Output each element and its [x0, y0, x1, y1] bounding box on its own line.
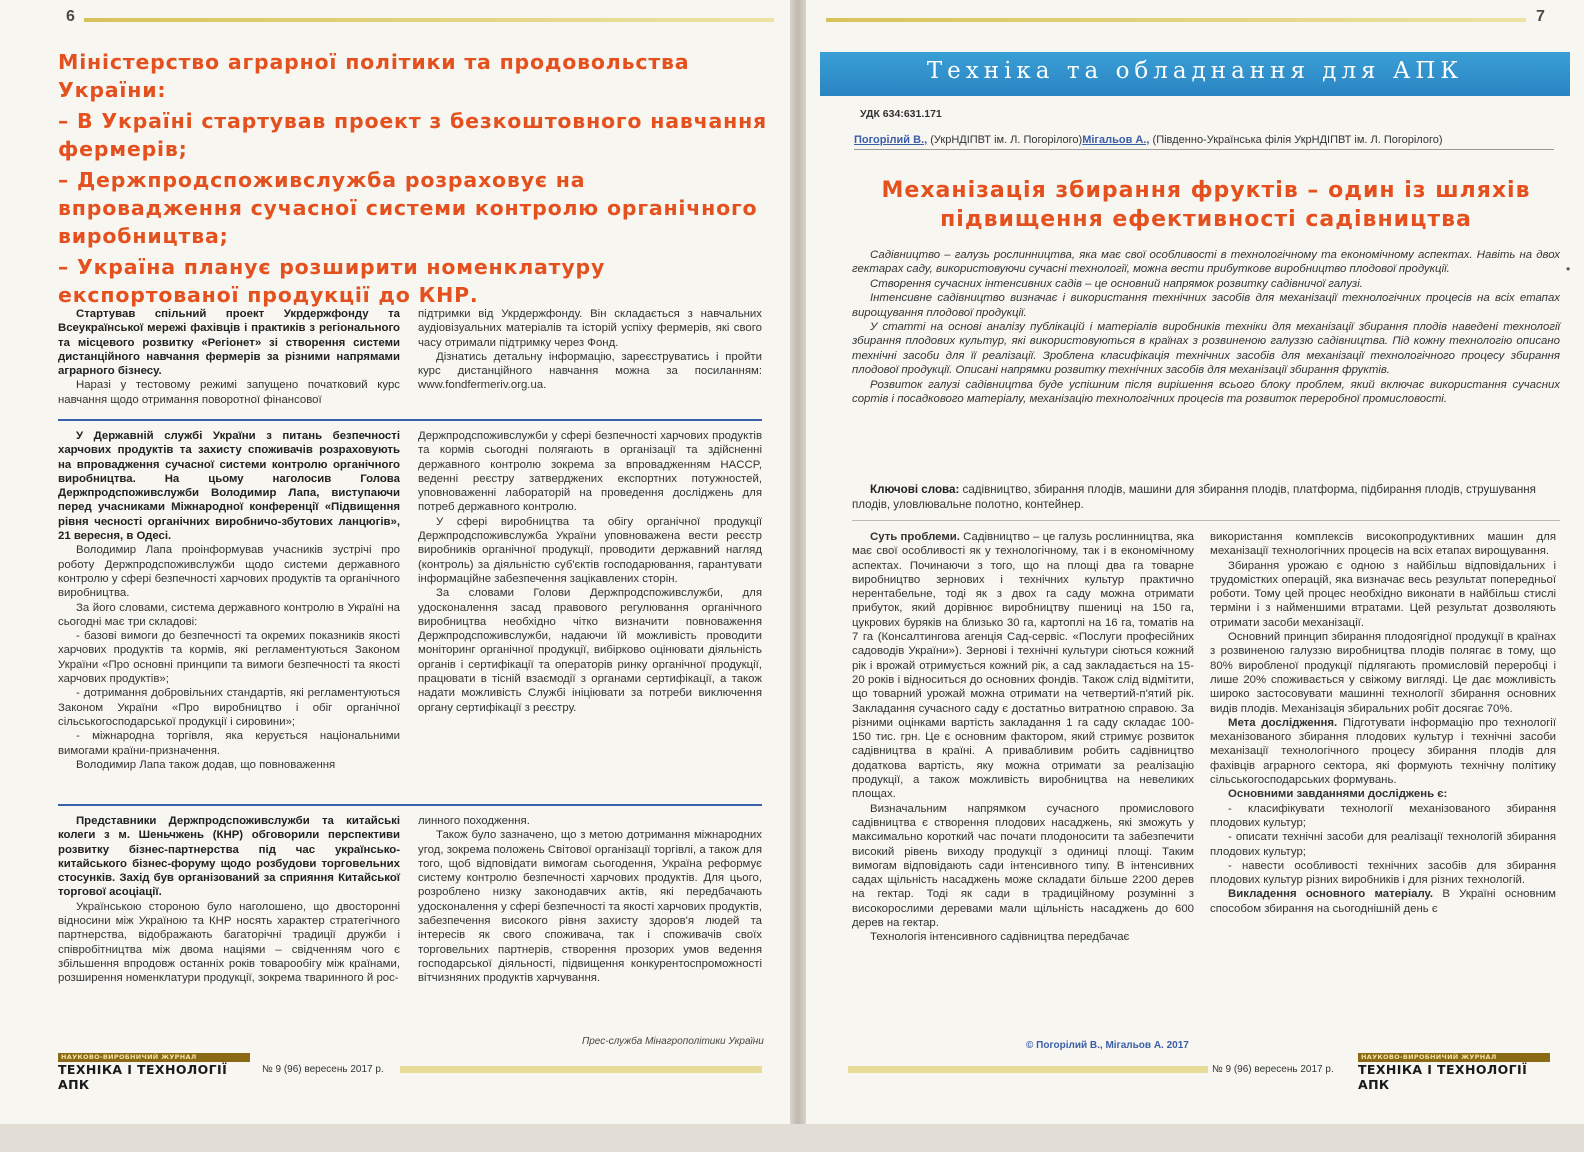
- news1-paragraph: Наразі у тестовому режимі запущено початковий курс навчання щодо отримання поворотної фінансової: [58, 379, 400, 406]
- headline: [58, 48, 768, 312]
- page-number: 6: [66, 8, 75, 25]
- news3-paragraph: Українською стороною було наголошено, що двосторонні відносини між Україною та КНР носять характер стратегічного партнерства, відображають багаторічні традиції дружби і співробітництва між двома націями – свідченням чого є збільшення впродовж останніх років товарообігу між країнами, розширення номенклатури продукції, зокрема тваринного й рос-: [58, 900, 400, 985]
- copyright-note: © Погорілий В., Мігальов А. 2017: [1026, 1040, 1189, 1051]
- article-paragraph: [1210, 559, 1556, 630]
- news2-list-item: - базові вимоги до безпечності та окремих показників якості харчових продуктів та кормів, які регламентуються Законом України «Про основні принципи та вимоги безпечності та якості харчових продуктів»;: [58, 630, 400, 686]
- article-paragraph: [852, 530, 1194, 802]
- news2-paragraph: Володимир Лапа також додав, що повноваження: [76, 758, 336, 771]
- news2-paragraph: Володимир Лапа проінформував учасників зустрічі про роботу Держпродспоживслужби щодо системи державного контролю у сфері безпечності харчових продуктів та органічного виробництва.: [58, 544, 400, 600]
- abstract-paragraph: У статті на основі аналізу публікацій і матеріалів виробників техніки для механізації збирання плодів наведені технології збирання плодових культур, які використовуються в країнах з розвиненою галуззю садівництва. Під кожну технологію описано технічні засоби для її реалізації. Зроблена класифікація технічних засобів для механізації технологічного процесу збирання плодової продукції. Описані напрямки розвитку технічних засобів для механізації збирання фруктів.: [852, 321, 1560, 377]
- news3-paragraph: Також було зазначено, що з метою дотримання міжнародних угод, зокрема положень Світової організації торгівлі, а також для того, щоб відповідати вимогам сьогодення, Україна реформує систему контролю безпечності харчових продуктів. Для цього, розроблено низку законодавчих актів, які передбачають удосконалення у сфері безпечності та якості харчових продуктів, забезпечення високого рівня захисту здоров'я людей та інтересів як свого споживача, так і споживачів своїх торговельних партнерів, створення прозорих умов ведення господарської діяльності, підвищення конкурентоспроможності вітчизняних продуктів харчування.: [418, 829, 762, 985]
- journal-brand-subtitle: НАУКОВО-ВИРОБНИЧИЙ ЖУРНАЛ: [58, 1053, 250, 1062]
- paragraph-text: - описати технічні засоби для реалізації технологій збирання плодових культур;: [1210, 831, 1556, 858]
- article-title: [846, 176, 1566, 234]
- news2-paragraph: У сфері виробництва та обігу органічної продукції Держпродспоживслужба України уповноважена вести реєстр виробників органічної продукції, проводити державний нагляд (контроль) за діяльністю суб'єктів господарювання, гарантувати інформаційне забезпечення зацікавлених сторін.: [418, 515, 762, 585]
- news1-lead: Стартував спільний проект Укрдержфонду та Всеукраїнської мережі фахівців і практиків з регіонального та місцевого розвитку «Регіонет» зі створення системи дистанційного навчання фермерів за різними напрямами аграрного бізнесу.: [58, 308, 400, 378]
- paragraph-text: В Україні основним способом збирання на сьогоднішній день є: [1210, 888, 1556, 915]
- abstract-paragraph: Садівництво – галузь рослинництва, яка має свої особливості в технологічному та економічному аспектах. Навіть на двох гектарах саду, використовуючи сучасні технології, можна вести прибуткове виробництво плодової продукції.: [852, 249, 1560, 276]
- article-paragraph: [852, 930, 1194, 944]
- keywords-divider: [852, 520, 1560, 521]
- news1-col-left: [58, 307, 400, 407]
- paragraph-text: Технологія інтенсивного садівництва передбачає: [870, 931, 1130, 944]
- issue-info: № 9 (96) вересень 2017 р.: [262, 1064, 384, 1075]
- headline-line: Міністерство аграрної політики та продовольства України:: [58, 50, 690, 102]
- author-name: Мігальов А.,: [1082, 134, 1150, 146]
- footer-rule: [848, 1066, 1208, 1073]
- issue-info: № 9 (96) вересень 2017 р.: [1212, 1064, 1334, 1075]
- right-page: [806, 0, 1584, 1124]
- article-col-right: [1210, 530, 1556, 916]
- article-title-line: Механізація збирання фруктів – один із шляхів: [881, 178, 1531, 203]
- paragraph-text: Основний принцип збирання плодоягідної продукції в країнах з розвиненою галуззю виробництва плодів полягає в тому, що 80% виробленої продукції підлягають промисловій переробці і лише 20% споживається у свіжому вигляді. Це дає можливість широко застосовувати машинні технології збирання основних видів плодів. Механізація збиральних робіт досягає 70%.: [1210, 631, 1556, 715]
- authors-line: [854, 134, 1554, 150]
- udc-code: УДК 634:631.171: [860, 108, 942, 120]
- paragraph-text: - навести особливості технічних засобів для збирання плодових культур різних виробників і для різних технологій.: [1210, 859, 1556, 887]
- article-title-line: підвищення ефективності садівництва: [940, 207, 1472, 232]
- author-affiliation: (УкрНДІПВТ ім. Л. Погорілого): [927, 134, 1083, 146]
- paragraph-text: Визначальним напрямком сучасного промислового садівництва є створення плодових насаджень, які зможуть у максимально короткий час почати плодоносити та забезпечити високий рівень виходу продукції з одиниці площі. Таким вимогам відповідають сади інтенсивного типу. В інтенсивних садах щільність насаджень може складати більше 2200 дерев на гектар. Тоді як сади в традиційному розумінні з високорослими деревами мали щільність насаджень до 600 дерев на гектар.: [852, 802, 1194, 930]
- news1-col-right: [418, 307, 762, 393]
- abstract: [852, 248, 1560, 406]
- journal-brand-subtitle: НАУКОВО-ВИРОБНИЧИЙ ЖУРНАЛ: [1358, 1053, 1550, 1062]
- journal-brand: [1358, 1053, 1550, 1092]
- journal-brand-title: ТЕХНІКА І ТЕХНОЛОГІЇ АПК: [58, 1062, 228, 1092]
- abstract-paragraph: Створення сучасних інтенсивних садів – це основний напрямок розвитку садівничої галузі.: [870, 277, 1363, 290]
- left-page: [0, 0, 790, 1124]
- news3-lead: Представники Держпродспоживслужби та китайські колеги з м. Шеньчжень (КНР) обговорили перспективи розвитку бізнес-партнерства під час українсько-китайського бізнес-форуму щодо розбудови торговельних стосунків. Захід був організований за сприяння Китайської торгової асоціації.: [58, 815, 400, 899]
- keywords-list: садівництво, збирання плодів, машини для збирання плодів, платформа, підбирання плодів, струшування плодів, уловлювальне полотно, контейнер.: [852, 483, 1536, 511]
- paragraph-lead: Суть проблеми.: [870, 531, 960, 543]
- paragraph-text: Підготувати інформацію про технології механізованого збирання плодових культур і технічні засоби механізації технологічного процесу збирання плодів для фахівців аграрного сектора, які формують технічну політику сільськогосподарських формувань.: [1210, 716, 1557, 787]
- header-rule: [826, 18, 1526, 22]
- keywords-label: Ключові слова:: [870, 483, 960, 496]
- section-divider: [58, 419, 762, 421]
- article-paragraph: [1210, 887, 1556, 916]
- paragraph-lead: Мета дослідження.: [1228, 716, 1338, 729]
- article-paragraph: [1210, 530, 1556, 559]
- paragraph-lead: Викладення основного матеріалу.: [1228, 888, 1434, 901]
- author-name: Погорілий В.,: [854, 134, 928, 146]
- journal-brand: [58, 1053, 250, 1092]
- scan-background: [0, 1124, 1584, 1152]
- paragraph-text: Збирання урожаю є одною з найбільш відповідальних і трудомістких операцій, яка визначає весь результат попередньої роботи. Тому цей процес необхідно виконати в найбільш стислі терміни і з найменшими втратами. Цей результат дозволяють отримати засоби механізації.: [1210, 559, 1556, 629]
- margin-mark: •: [1566, 262, 1571, 276]
- article-paragraph: [1210, 630, 1556, 716]
- footer-rule: [400, 1066, 762, 1073]
- news3-paragraph: линного походження.: [418, 815, 530, 827]
- section-banner-title: Техніка та обладнання для АПК: [926, 58, 1464, 84]
- section-divider: [58, 804, 762, 806]
- article-list-item: [1210, 830, 1556, 859]
- news1-paragraph: підтримки від Укрдержфонду. Він складається з навчальних аудіовізуальних матеріалів та історій успіху фермерів, які свого часу отримали підтримку через Фонд.: [418, 308, 762, 349]
- news2-col-right: [418, 429, 762, 715]
- news2-col-left: [58, 429, 400, 772]
- abstract-paragraph: Інтенсивне садівництво визначає і використання технічних засобів для механізації технологічних процесів на всіх етапах вирощування плодової продукції.: [852, 292, 1560, 319]
- paragraph-text: - класифікувати технології механізованого збирання плодових культур;: [1210, 802, 1556, 829]
- news2-paragraph: Держпродспоживслужби у сфері безпечності харчових продуктів та кормів сьогодні полягають в організації та здійсненні державного контролю зокрема за впровадженням HACCP, веденні реєстру затверджених експортних потужностей, уповноваженні лабораторій на проведення досліджень для потреб державного контролю.: [418, 430, 762, 514]
- article-paragraph: [852, 802, 1194, 931]
- article-paragraph: [1210, 716, 1556, 787]
- press-credit: Прес-служба Мінагрополітики України: [582, 1036, 764, 1047]
- spine-gutter: [790, 0, 806, 1124]
- news2-paragraph: За його словами, система державного контролю в Україні на сьогодні має три складові:: [58, 601, 400, 628]
- headline-line: – Держпродспоживслужба розраховує на впровадження сучасної системи контролю органічного виробництва;: [58, 168, 758, 248]
- page-number: 7: [1536, 8, 1545, 25]
- news2-list-item: - міжнародна торгівля, яка керується національними вимогами країни-призначення.: [58, 730, 400, 757]
- article-paragraph: [1210, 787, 1556, 801]
- headline-line: – В Україні стартував проект з безкоштовного навчання фермерів;: [58, 109, 768, 161]
- paragraph-text: використання комплексів високопродуктивних машин для механізації технологічних процесів на всіх етапах вирощування.: [1210, 531, 1556, 558]
- news2-lead: У Державній службі України з питань безпечності харчових продуктів та захисту споживачів розраховують на впровадження сучасної системи контролю органічного виробництва. На цьому наголосив Голова Держпродспоживслужби Володимир Лапа, виступаючи перед учасниками Міжнародної конференції «Підвищення рівня чесності органічних виробничо-збутових ланцюгів», 21 вересня, в Одесі.: [58, 430, 400, 543]
- author-affiliation: (Південно-Українська філія УкрНДІПВТ ім. Л. Погорілого): [1149, 134, 1443, 146]
- article-list-item: [1210, 802, 1556, 831]
- news3-col-left: [58, 814, 400, 986]
- news2-list-item: - дотримання добровільних стандартів, які регламентуються Законом України «Про виробництво і обіг органічної сільськогосподарської продукції і сировини»;: [58, 687, 400, 728]
- section-banner: [820, 52, 1570, 96]
- keywords: [852, 483, 1560, 512]
- paragraph-lead: Основними завданнями досліджень є:: [1228, 788, 1448, 801]
- headline-line: – Україна планує розширити номенклатуру експортованої продукції до КНР.: [58, 255, 606, 307]
- news1-paragraph: Дізнатись детальну інформацію, зареєструватись і пройти курс дистанційного навчання можна за посиланням: www.fondfermeriv.org.ua.: [418, 350, 762, 392]
- news2-paragraph: За словами Голови Держпродспоживслужби, для удосконалення засад правового регулювання органічного виробництва необхідно чітко визначити повноваження Держпродспоживслужби, надаючи їй можливість проводити моніторинг органічної продукції, вибірково оцінювати діяльність органів і сертифікації та операторів ринку органічної продукції, працювати в тісній взаємодії з органами сертифікації, а також надати можливість Службі ініціювати за потреби виключення органу сертифікації з реєстру.: [418, 587, 762, 714]
- header-rule: [84, 18, 774, 22]
- abstract-paragraph: Розвиток галузі садівництва буде успішним після вирішення всього блоку проблем, який включає використання сучасних сортів і посадкового матеріалу, механізацію технологічних процесів та розвиток переробної промисловості.: [852, 378, 1560, 406]
- news3-col-right: [418, 814, 762, 986]
- article-col-left: [852, 530, 1194, 945]
- article-list-item: [1210, 859, 1556, 888]
- journal-brand-title: ТЕХНІКА І ТЕХНОЛОГІЇ АПК: [1358, 1062, 1528, 1092]
- paragraph-text: Садівництво – це галузь рослинництва, яка має свої особливості як у технологічному, так і в економічному аспектах. Починаючи з того, що на площі два га товарне виробництво зернових і технічних культур практично нерентабельне, тоді як з двох га саду можна отримати прибуток, який дорівнює виробництву пшениці на 150 га, цукрових буряків на близько 30 га, картоплі на 16 га, томатів на 7 га (Консалтингова агенція Сад-сервіс. «Послуги професійних садоводів України»). Зернові і технічні культури сіються кожний рік і врожай отримується кожний рік, а сад закладається на 15-20 років і відноситься до основних фондів. Також слід відмітити, що товарний урожай можна отримати на четвертий-п'ятий рік. Закладання сучасного саду є достатньо витратною справою. За різними оцінками вартість закладання 1 га саду складає 100-150 тис. грн. Це є основним фактором, який стримує розвиток садівництва в країні. А привабливим робить садівництво додаткова вартість, яку можна отримати за реалізацію продукції, а також можливість виробництва на невеликих площах.: [852, 531, 1194, 801]
